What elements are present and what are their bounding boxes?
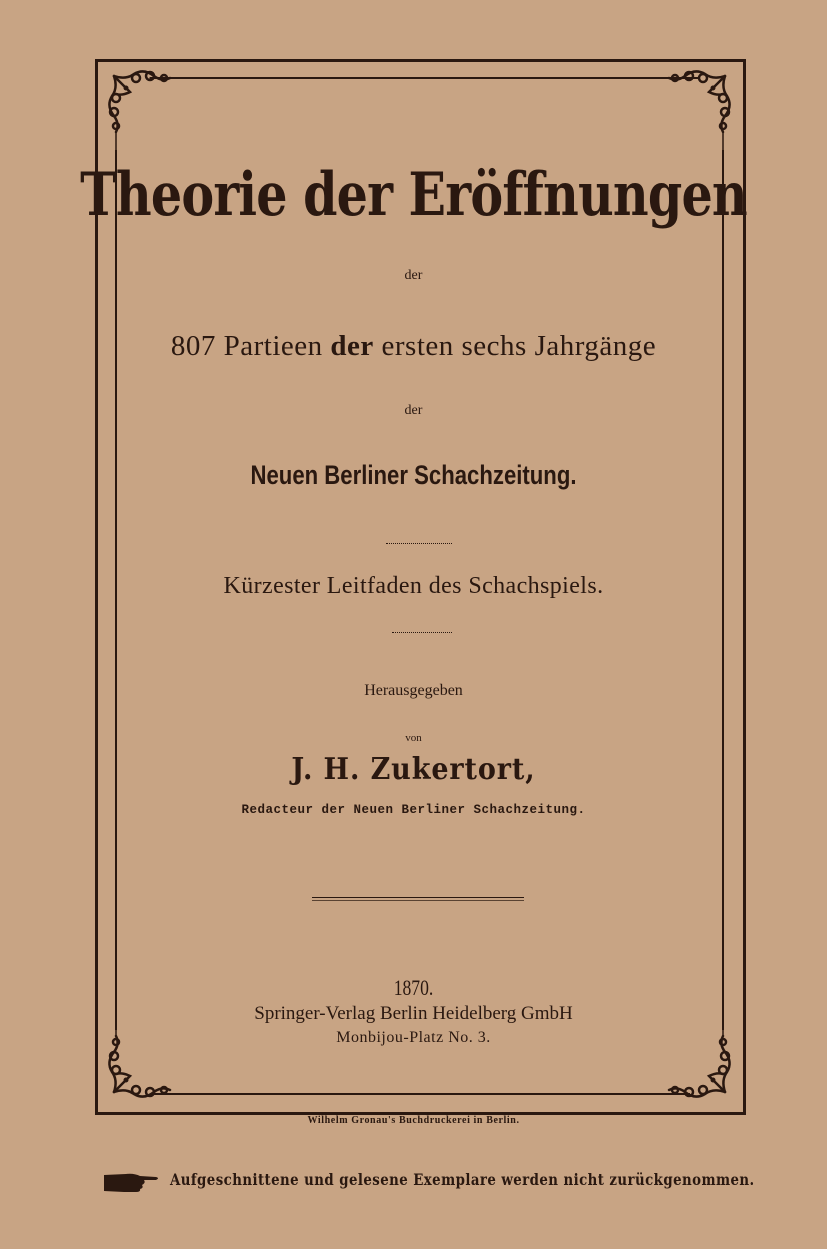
separator-rule-2 xyxy=(392,632,452,633)
periodical-name: Neuen Berliner Schachzeitung. xyxy=(250,460,577,490)
ornament-corner-bottom-right-icon xyxy=(645,1012,735,1102)
publisher-address: Monbijou-Platz No. 3. xyxy=(336,1029,491,1046)
by-label: von xyxy=(405,732,422,744)
publication-year: 1870. xyxy=(393,975,434,1000)
pointing-hand-icon xyxy=(104,1171,160,1195)
subtitle-part-2: der xyxy=(330,330,374,362)
book-title: Theorie der Eröffnungen xyxy=(80,160,747,230)
inner-border-top xyxy=(150,77,700,79)
ornament-corner-top-left-icon xyxy=(104,66,194,156)
author-name: J. H. Zukertort, xyxy=(291,752,536,787)
ornament-corner-bottom-left-icon xyxy=(104,1012,194,1102)
subtitle-part-1: 807 Partieen xyxy=(170,330,323,362)
separator-rule-1 xyxy=(386,543,452,544)
publisher: Springer-Verlag Berlin Heidelberg GmbH xyxy=(254,1003,573,1024)
supplement-title: Kürzester Leitfaden des Schachspiels. xyxy=(223,573,604,599)
notice-text: Aufgeschnittene und gelesene Exemplare werden nicht zurückgenommen. xyxy=(170,1170,755,1189)
printer-line: Wilhelm Gronau's Buchdruckerei in Berlin. xyxy=(307,1115,520,1126)
subtitle xyxy=(0,330,827,363)
subtitle-part-3: ersten sechs Jahrgänge xyxy=(381,330,657,362)
separator-double-rule-top xyxy=(312,897,524,898)
connector-der-1: der xyxy=(404,268,423,283)
ornament-corner-top-right-icon xyxy=(645,66,735,156)
inner-border-bottom xyxy=(150,1093,690,1095)
edited-label: Herausgegeben xyxy=(364,682,463,699)
separator-double-rule-bottom xyxy=(312,900,524,901)
author-role: Redacteur der Neuen Berliner Schachzeitung. xyxy=(241,803,586,817)
connector-der-2: der xyxy=(404,403,423,418)
